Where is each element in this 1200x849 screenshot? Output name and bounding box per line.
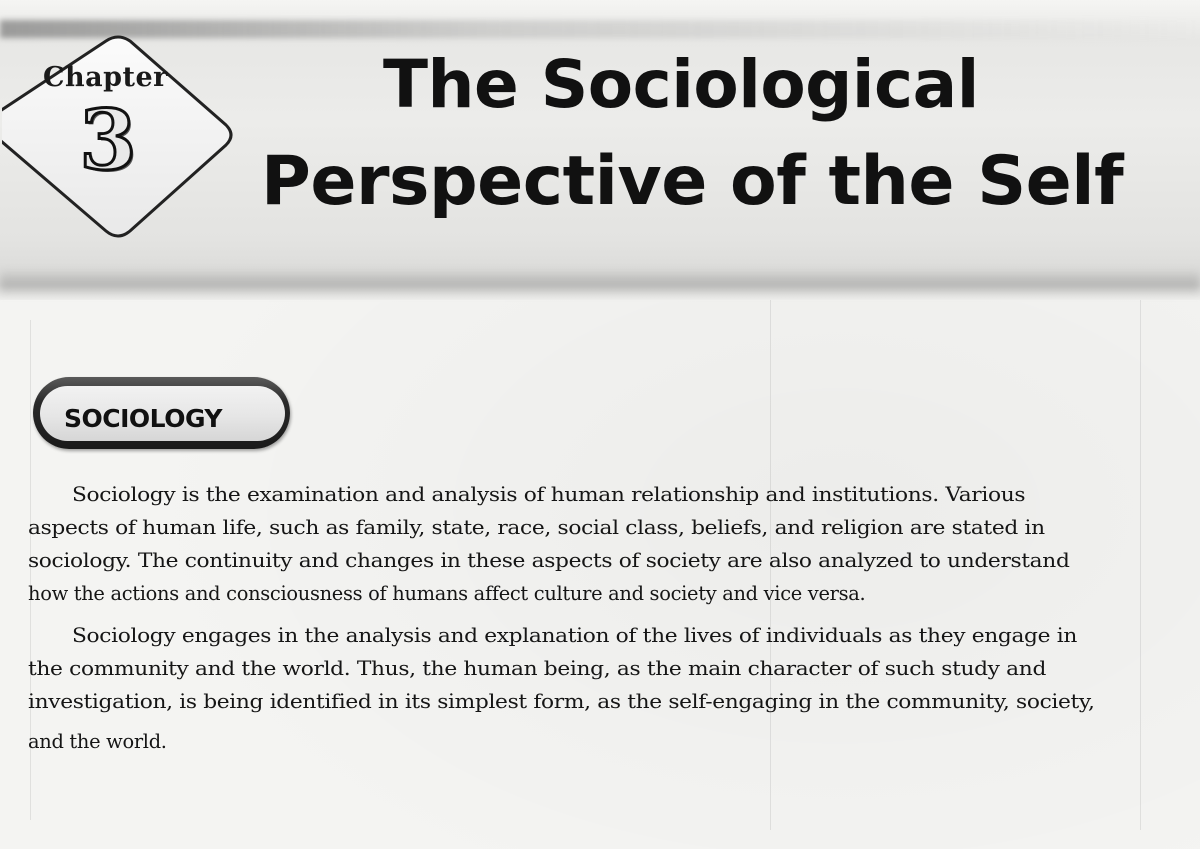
section-heading: SOCIOLOGY <box>64 404 223 433</box>
bleed-through-line <box>1140 300 1141 830</box>
paragraph-line: sociology. The continuity and changes in these aspects of society are also analyzed to understand <box>28 549 1070 572</box>
chapter-title-line-2: Perspective of the Self <box>261 142 1124 221</box>
paragraph-line: the community and the world. Thus, the human being, as the main character of such study and <box>28 657 1047 680</box>
chapter-label: Chapter <box>43 62 168 93</box>
chapter-number: 3 <box>79 93 137 189</box>
paragraph-line: aspects of human life, such as family, state, race, social class, beliefs, and religion are stated in <box>28 516 1045 539</box>
paragraph-line: investigation, is being identified in its simplest form, as the self-engaging in the community, society, <box>28 690 1095 713</box>
header-bottom-shadow <box>0 268 1200 296</box>
paragraph-line: Sociology is the examination and analysis of human relationship and institutions. Various <box>72 483 1026 506</box>
paragraph-line: and the world. <box>28 730 167 753</box>
paragraph-line: Sociology engages in the analysis and explanation of the lives of individuals as they engage in <box>72 624 1077 647</box>
paragraph-line: how the actions and consciousness of humans affect culture and society and vice versa. <box>28 582 866 605</box>
chapter-title-line-1: The Sociological <box>383 46 979 123</box>
